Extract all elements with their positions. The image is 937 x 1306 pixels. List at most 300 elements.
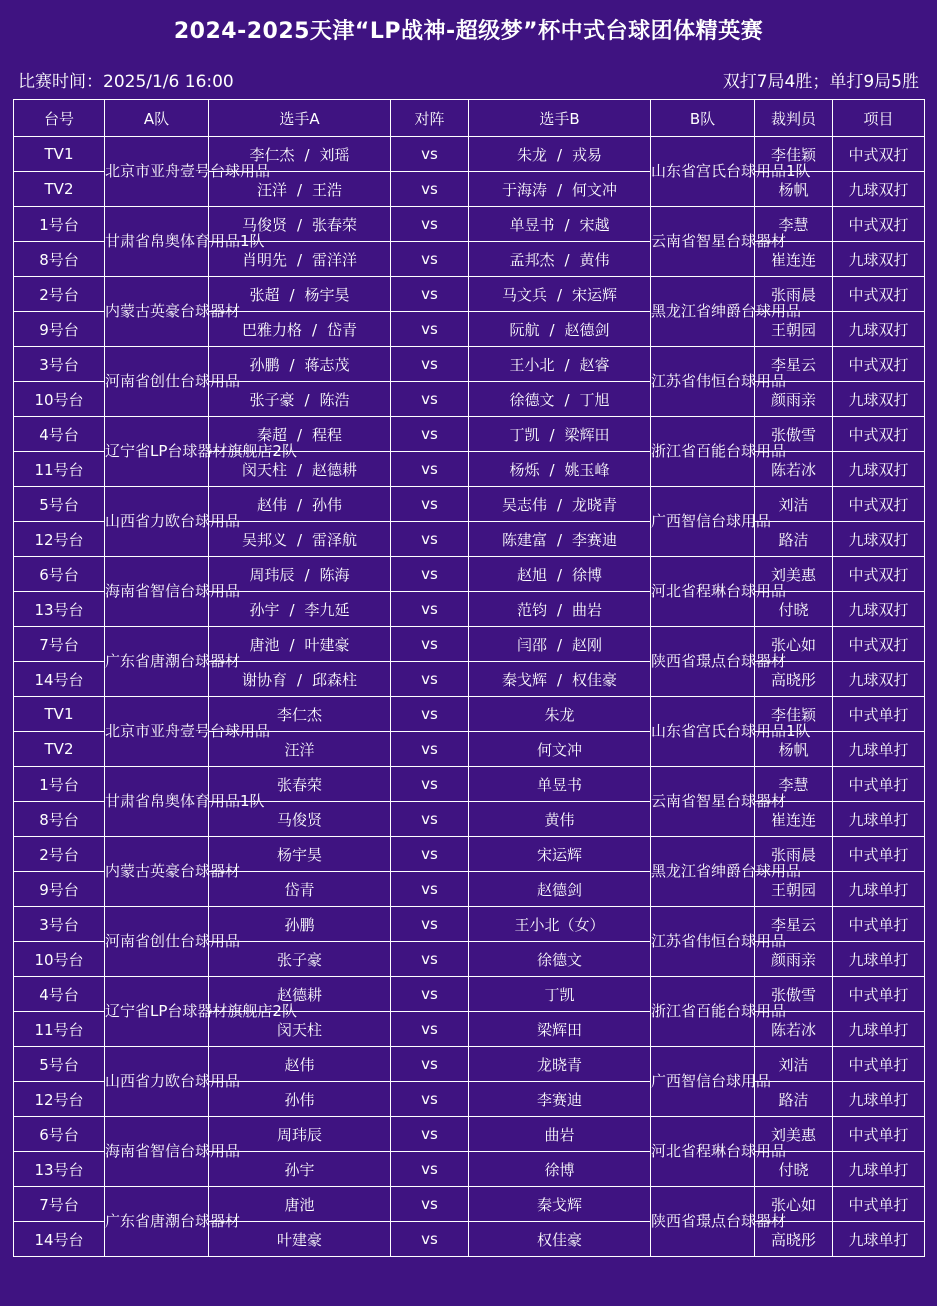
team-b-name: 云南省智星台球器材	[651, 207, 755, 277]
header-event: 项目	[833, 100, 925, 137]
table-row	[14, 697, 925, 732]
table-number: 2号台	[14, 837, 105, 872]
player-b-1: 陈建富	[501, 530, 547, 549]
pair-separator: /	[296, 460, 303, 479]
player-b-pair	[469, 557, 651, 592]
player-b-2: 梁辉田	[564, 425, 610, 444]
table-number: 4号台	[14, 977, 105, 1012]
pair-separator: /	[564, 250, 570, 269]
table-number: 5号台	[14, 487, 105, 522]
event-name: 九球单打	[833, 942, 925, 977]
player-a-2: 张春荣	[312, 215, 358, 234]
player-a-1: 唐池	[249, 635, 280, 654]
player-b-1: 范钧	[516, 600, 547, 619]
versus-label: vs	[391, 207, 469, 242]
player-b-2: 丁旭	[579, 390, 610, 409]
player-a: 赵伟	[209, 1047, 391, 1082]
event-name: 九球单打	[833, 1222, 925, 1257]
versus-label: vs	[391, 697, 469, 732]
versus-label: vs	[391, 1012, 469, 1047]
player-b: 权佳豪	[469, 1222, 651, 1257]
player-a-2: 蒋志茂	[304, 355, 350, 374]
pair-separator: /	[556, 600, 563, 619]
team-b-name: 广西智信台球用品	[651, 1047, 755, 1117]
player-b: 曲岩	[469, 1117, 651, 1152]
event-name: 九球单打	[833, 1012, 925, 1047]
player-a: 赵德耕	[209, 977, 391, 1012]
team-b-name: 江苏省伟恒台球用品	[651, 907, 755, 977]
header-versus: 对阵	[391, 100, 469, 137]
versus-label: vs	[391, 557, 469, 592]
versus-label: vs	[391, 592, 469, 627]
versus-label: vs	[391, 977, 469, 1012]
versus-label: vs	[391, 522, 469, 557]
event-name: 中式双打	[833, 277, 925, 312]
pair-separator: /	[304, 390, 310, 409]
pair-separator: /	[556, 285, 563, 304]
pair-separator: /	[549, 460, 555, 479]
player-a-2: 雷泽航	[312, 530, 358, 549]
player-b-2: 黄伟	[579, 250, 610, 269]
team-a-name: 北京市亚舟壹号台球用品	[105, 697, 209, 767]
pair-separator: /	[564, 390, 570, 409]
header-referee: 裁判员	[755, 100, 833, 137]
table-number: 1号台	[14, 767, 105, 802]
team-b-name: 广西智信台球用品	[651, 487, 755, 557]
player-a: 周玮辰	[209, 1117, 391, 1152]
table-number: 14号台	[14, 662, 105, 697]
pair-separator: /	[289, 285, 295, 304]
versus-label: vs	[391, 942, 469, 977]
table-row	[14, 277, 925, 312]
table-row	[14, 1047, 925, 1082]
referee-name: 李慧	[755, 767, 833, 802]
team-a-name: 海南省智信台球用品	[105, 1117, 209, 1187]
event-name: 九球双打	[833, 592, 925, 627]
versus-label: vs	[391, 137, 469, 172]
player-b-2: 权佳豪	[572, 670, 618, 689]
event-name: 九球双打	[833, 172, 925, 207]
referee-name: 杨帆	[755, 732, 833, 767]
versus-label: vs	[391, 1047, 469, 1082]
player-a-1: 谢协育	[241, 670, 287, 689]
player-b-1: 朱龙	[516, 145, 547, 164]
player-b-1: 杨烁	[509, 460, 540, 479]
pair-separator: /	[311, 320, 318, 339]
pair-separator: /	[296, 670, 303, 689]
team-a-name: 辽宁省LP台球器材旗舰店2队	[105, 977, 209, 1047]
player-b: 李赛迪	[469, 1082, 651, 1117]
player-a: 张子豪	[209, 942, 391, 977]
referee-name: 张雨晨	[755, 837, 833, 872]
table-number: TV2	[14, 732, 105, 767]
referee-name: 颜雨亲	[755, 382, 833, 417]
table-number: 14号台	[14, 1222, 105, 1257]
player-b-1: 马文兵	[501, 285, 547, 304]
header-player-a: 选手A	[209, 100, 391, 137]
event-name: 九球双打	[833, 662, 925, 697]
team-b-name: 陕西省璟点台球器材	[651, 627, 755, 697]
event-name: 中式双打	[833, 417, 925, 452]
table-number: 8号台	[14, 242, 105, 277]
player-a-1: 马俊贤	[241, 215, 287, 234]
player-b-1: 赵旭	[516, 565, 547, 584]
event-name: 九球单打	[833, 1152, 925, 1187]
team-b-name: 山东省宫氏台球用品1队	[651, 697, 755, 767]
event-name: 九球单打	[833, 732, 925, 767]
player-b: 秦戈辉	[469, 1187, 651, 1222]
table-number: 12号台	[14, 522, 105, 557]
header-player-b: 选手B	[469, 100, 651, 137]
match-time	[18, 67, 234, 92]
header-team-b: B队	[651, 100, 755, 137]
pair-separator: /	[296, 495, 303, 514]
player-b: 徐德文	[469, 942, 651, 977]
table-row	[14, 977, 925, 1012]
referee-name: 付晓	[755, 592, 833, 627]
team-a-name: 北京市亚舟壹号台球用品	[105, 137, 209, 207]
table-number: 7号台	[14, 1187, 105, 1222]
referee-name: 李慧	[755, 207, 833, 242]
table-number: 8号台	[14, 802, 105, 837]
referee-name: 高晓彤	[755, 1222, 833, 1257]
player-b-2: 赵睿	[579, 355, 610, 374]
player-b-pair	[469, 312, 651, 347]
referee-name: 李佳颖	[755, 697, 833, 732]
player-b-2: 何文冲	[572, 180, 618, 199]
versus-label: vs	[391, 732, 469, 767]
player-b: 宋运辉	[469, 837, 651, 872]
referee-name: 杨帆	[755, 172, 833, 207]
table-number: 3号台	[14, 907, 105, 942]
player-b: 梁辉田	[469, 1012, 651, 1047]
pair-separator: /	[556, 180, 563, 199]
player-b-2: 赵德剑	[564, 320, 610, 339]
versus-label: vs	[391, 1187, 469, 1222]
header-table-no: 台号	[14, 100, 105, 137]
player-a: 唐池	[209, 1187, 391, 1222]
table-number: 10号台	[14, 382, 105, 417]
header-row	[14, 100, 925, 137]
player-a: 孙宇	[209, 1152, 391, 1187]
player-b-1: 单昱书	[509, 215, 555, 234]
team-b-name: 黑龙江省绅爵台球用品	[651, 837, 755, 907]
team-a-name: 内蒙古英豪台球器材	[105, 277, 209, 347]
event-name: 中式双打	[833, 347, 925, 382]
team-a-name: 广东省唐潮台球器材	[105, 627, 209, 697]
pair-separator: /	[556, 495, 563, 514]
referee-name: 张傲雪	[755, 977, 833, 1012]
versus-label: vs	[391, 837, 469, 872]
player-b-pair	[469, 487, 651, 522]
player-b-pair	[469, 452, 651, 487]
versus-label: vs	[391, 417, 469, 452]
player-b-2: 龙晓青	[572, 495, 618, 514]
player-b: 黄伟	[469, 802, 651, 837]
team-a-name: 河南省创仕台球用品	[105, 907, 209, 977]
versus-label: vs	[391, 662, 469, 697]
table-number: 4号台	[14, 417, 105, 452]
page-title: 2024-2025天津“LP战神-超级梦”杯中式台球团体精英赛	[173, 19, 764, 44]
table-number: 10号台	[14, 942, 105, 977]
table-row	[14, 1187, 925, 1222]
versus-label: vs	[391, 1117, 469, 1152]
referee-name: 路洁	[755, 1082, 833, 1117]
event-name: 中式双打	[833, 137, 925, 172]
table-row	[14, 487, 925, 522]
table-row	[14, 627, 925, 662]
pair-separator: /	[289, 355, 295, 374]
versus-label: vs	[391, 382, 469, 417]
pair-separator: /	[549, 320, 555, 339]
pair-separator: /	[556, 635, 563, 654]
player-b-pair	[469, 172, 651, 207]
player-b-1: 吴志伟	[501, 495, 547, 514]
versus-label: vs	[391, 277, 469, 312]
event-name: 中式单打	[833, 767, 925, 802]
player-b: 丁凯	[469, 977, 651, 1012]
team-b-name: 江苏省伟恒台球用品	[651, 347, 755, 417]
player-b: 单昱书	[469, 767, 651, 802]
player-b-pair	[469, 417, 651, 452]
pair-separator: /	[296, 180, 303, 199]
table-row	[14, 347, 925, 382]
versus-label: vs	[391, 312, 469, 347]
event-name: 九球双打	[833, 382, 925, 417]
player-a-1: 秦超	[256, 425, 287, 444]
player-a: 李仁杰	[209, 697, 391, 732]
versus-label: vs	[391, 907, 469, 942]
pair-separator: /	[296, 215, 303, 234]
referee-name: 李星云	[755, 347, 833, 382]
versus-label: vs	[391, 627, 469, 662]
player-b-1: 于海涛	[501, 180, 547, 199]
player-a: 岱青	[209, 872, 391, 907]
referee-name: 付晓	[755, 1152, 833, 1187]
player-a-2: 刘瑶	[319, 145, 350, 164]
player-b-2: 徐博	[572, 565, 603, 584]
event-name: 中式单打	[833, 1047, 925, 1082]
pair-separator: /	[296, 425, 303, 444]
event-name: 九球双打	[833, 452, 925, 487]
referee-name: 张心如	[755, 627, 833, 662]
player-b-2: 宋越	[579, 215, 610, 234]
player-a-2: 赵德耕	[312, 460, 358, 479]
player-b-pair	[469, 277, 651, 312]
schedule-table	[13, 99, 925, 1257]
table-number: 12号台	[14, 1082, 105, 1117]
table-row	[14, 137, 925, 172]
player-b: 朱龙	[469, 697, 651, 732]
player-b-1: 秦戈辉	[501, 670, 547, 689]
referee-name: 高晓彤	[755, 662, 833, 697]
event-name: 九球单打	[833, 802, 925, 837]
pair-separator: /	[556, 670, 563, 689]
versus-label: vs	[391, 1222, 469, 1257]
player-b-pair	[469, 137, 651, 172]
player-a-2: 邱森柱	[312, 670, 358, 689]
team-b-name: 河北省程琳台球用品	[651, 1117, 755, 1187]
referee-name: 张傲雪	[755, 417, 833, 452]
pair-separator: /	[296, 530, 303, 549]
team-b-name: 黑龙江省绅爵台球用品	[651, 277, 755, 347]
referee-name: 刘洁	[755, 487, 833, 522]
player-a-1: 吴邦义	[241, 530, 287, 549]
player-a-2: 杨宇昊	[304, 285, 350, 304]
player-a-2: 程程	[312, 425, 343, 444]
referee-name: 李佳颖	[755, 137, 833, 172]
player-a-2: 李九延	[304, 600, 350, 619]
player-a-2: 岱青	[327, 320, 358, 339]
player-b-1: 孟邦杰	[509, 250, 555, 269]
player-b-pair	[469, 522, 651, 557]
event-name: 中式单打	[833, 837, 925, 872]
event-name: 中式单打	[833, 1117, 925, 1152]
player-a-1: 张子豪	[249, 390, 295, 409]
table-number: TV1	[14, 697, 105, 732]
table-number: 5号台	[14, 1047, 105, 1082]
player-a-1: 李仁杰	[249, 145, 295, 164]
team-a-name: 辽宁省LP台球器材旗舰店2队	[105, 417, 209, 487]
referee-name: 王朝园	[755, 872, 833, 907]
versus-label: vs	[391, 1082, 469, 1117]
table-number: 13号台	[14, 1152, 105, 1187]
player-a-1: 闵天柱	[241, 460, 287, 479]
table-number: 3号台	[14, 347, 105, 382]
header-team-a: A队	[105, 100, 209, 137]
player-b-2: 曲岩	[572, 600, 603, 619]
player-a-1: 肖明先	[241, 250, 287, 269]
table-number: TV2	[14, 172, 105, 207]
table-number: 13号台	[14, 592, 105, 627]
player-b-1: 阮航	[509, 320, 540, 339]
event-name: 中式双打	[833, 207, 925, 242]
pair-separator: /	[549, 425, 555, 444]
table-number: 7号台	[14, 627, 105, 662]
pair-separator: /	[564, 215, 570, 234]
referee-name: 刘美惠	[755, 1117, 833, 1152]
table-row	[14, 207, 925, 242]
player-b: 徐博	[469, 1152, 651, 1187]
event-name: 中式双打	[833, 627, 925, 662]
player-b-pair	[469, 627, 651, 662]
pair-separator: /	[289, 635, 295, 654]
table-row	[14, 907, 925, 942]
referee-name: 李星云	[755, 907, 833, 942]
match-time-label: 比赛时间：	[18, 72, 103, 92]
team-a-name: 甘肃省帛奥体育用品1队	[105, 207, 209, 277]
player-a: 汪洋	[209, 732, 391, 767]
player-b-pair	[469, 382, 651, 417]
referee-name: 张雨晨	[755, 277, 833, 312]
pair-separator: /	[289, 600, 295, 619]
pair-separator: /	[304, 565, 310, 584]
player-a-2: 陈海	[319, 565, 350, 584]
table-number: 11号台	[14, 452, 105, 487]
table-number: 6号台	[14, 557, 105, 592]
player-b-pair	[469, 242, 651, 277]
table-number: 11号台	[14, 1012, 105, 1047]
player-a: 孙伟	[209, 1082, 391, 1117]
player-a: 张春荣	[209, 767, 391, 802]
event-name: 九球单打	[833, 1082, 925, 1117]
player-a-1: 孙鹏	[249, 355, 280, 374]
event-name: 中式双打	[833, 487, 925, 522]
event-name: 九球双打	[833, 312, 925, 347]
player-b-2: 姚玉峰	[564, 460, 610, 479]
referee-name: 陈若冰	[755, 1012, 833, 1047]
player-b-1: 闫邵	[516, 635, 547, 654]
event-name: 中式双打	[833, 557, 925, 592]
player-b-1: 丁凯	[509, 425, 540, 444]
table-number: 9号台	[14, 872, 105, 907]
referee-name: 陈若冰	[755, 452, 833, 487]
player-a-1: 孙宇	[249, 600, 280, 619]
referee-name: 张心如	[755, 1187, 833, 1222]
referee-name: 王朝园	[755, 312, 833, 347]
table-row	[14, 767, 925, 802]
table-number: 2号台	[14, 277, 105, 312]
team-a-name: 山西省力欧台球用品	[105, 1047, 209, 1117]
team-b-name: 陕西省璟点台球器材	[651, 1187, 755, 1257]
table-number: 9号台	[14, 312, 105, 347]
referee-name: 刘美惠	[755, 557, 833, 592]
referee-name: 刘洁	[755, 1047, 833, 1082]
event-name: 九球单打	[833, 872, 925, 907]
team-a-name: 内蒙古英豪台球器材	[105, 837, 209, 907]
versus-label: vs	[391, 767, 469, 802]
match-format: 双打7局4胜；单打9局5胜	[722, 72, 919, 92]
player-a-2: 陈浩	[319, 390, 350, 409]
player-b-1: 王小北	[509, 355, 555, 374]
team-a-name: 河南省创仕台球用品	[105, 347, 209, 417]
event-name: 中式单打	[833, 977, 925, 1012]
player-b: 赵德剑	[469, 872, 651, 907]
versus-label: vs	[391, 242, 469, 277]
player-b-2: 宋运辉	[572, 285, 618, 304]
pair-separator: /	[304, 145, 310, 164]
table-row	[14, 557, 925, 592]
event-name: 中式单打	[833, 697, 925, 732]
team-b-name: 云南省智星台球器材	[651, 767, 755, 837]
player-a-2: 孙伟	[312, 495, 343, 514]
pair-separator: /	[556, 145, 563, 164]
player-b: 何文冲	[469, 732, 651, 767]
player-b-pair	[469, 347, 651, 382]
team-b-name: 河北省程琳台球用品	[651, 557, 755, 627]
pair-separator: /	[564, 355, 570, 374]
player-b: 龙晓青	[469, 1047, 651, 1082]
versus-label: vs	[391, 487, 469, 522]
player-a: 叶建豪	[209, 1222, 391, 1257]
player-b-2: 赵刚	[572, 635, 603, 654]
versus-label: vs	[391, 1152, 469, 1187]
event-name: 九球双打	[833, 242, 925, 277]
pair-separator: /	[556, 565, 563, 584]
versus-label: vs	[391, 872, 469, 907]
pair-separator: /	[556, 530, 563, 549]
event-name: 九球双打	[833, 522, 925, 557]
table-number: TV1	[14, 137, 105, 172]
versus-label: vs	[391, 172, 469, 207]
team-b-name: 浙江省百能台球用品	[651, 417, 755, 487]
pair-separator: /	[296, 250, 303, 269]
table-number: 6号台	[14, 1117, 105, 1152]
player-a-2: 王浩	[312, 180, 343, 199]
player-a-1: 张超	[249, 285, 280, 304]
referee-name: 路洁	[755, 522, 833, 557]
player-b: 王小北（女）	[469, 907, 651, 942]
